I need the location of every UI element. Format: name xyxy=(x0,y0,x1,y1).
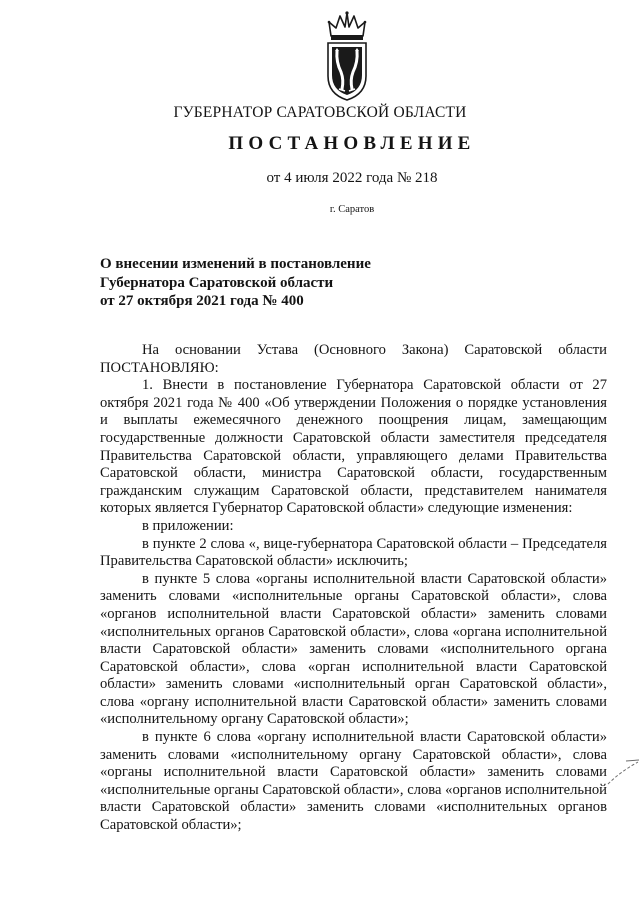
item-1: 1. Внести в постановление Губернатора Саратовской области от 27 октября 2021 года № 400 «Об утверждении Положения о порядке установления и выплаты ежемесячного денежного поощрения лицам, замещающим государственные должности Саратовской области заместителя председателя Правительства Саратовской области, управляющего делами Правительства Саратовской области, министра Саратовской области, государственным гражданским служащим Саратовской области, представителем нанимателя которых является Губернатор Саратовской области» следующие изменения: xyxy=(100,377,607,517)
in-appendix: в приложении: xyxy=(142,517,234,534)
document-date-number: от 4 июля 2022 года № 218 xyxy=(266,170,438,186)
title-line: О внесении изменений в постановление xyxy=(100,256,371,272)
point-2: в пункте 2 слова «, вице-губернатора Саратовской области – Председателя Правительства Саратовской области» исключить; xyxy=(100,535,607,570)
document-title xyxy=(100,255,520,311)
point-6: в пункте 6 слова «органу исполнительной власти Саратовской области» заменить словами «исполнительному органу Саратовской области», слова «органы исполнительной власти Саратовской области» заменить словами «исполнительные органы Саратовской области», слова «органов исполнительной власти Саратовской области» заменить словами «исполнительных органов Саратовской области»; xyxy=(100,729,607,834)
title-line: Губернатора Саратовской области xyxy=(100,274,334,291)
title-line: от 27 октября 2021 года № 400 xyxy=(100,293,304,309)
issuing-authority: ГУБЕРНАТОР САРАТОВСКОЙ ОБЛАСТИ xyxy=(173,104,467,121)
preamble: На основании Устава (Основного Закона) Саратовской области xyxy=(142,342,607,358)
postanovlyayu: ПОСТАНОВЛЯЮ: xyxy=(100,359,219,376)
point-5: в пункте 5 слова «органы исполнительной власти Саратовской области» заменить словами «исполнительные органы Саратовской области», слова «органов исполнительной власти Саратовской области» заменить словами «исполнительных органов Саратовской области», слова «органа исполнительной власти Саратовской области» заменить словами «исполнительного органа Саратовской области», слова «орган исполнительной власти Саратовской области» заменить словами «исполнительный орган Саратовской области», слова «органу исполнительной власти Саратовской области» заменить словами «исполнительному органу Саратовской области»; xyxy=(100,570,607,728)
document-city: г. Саратов xyxy=(329,204,375,215)
saratov-coat-of-arms-icon xyxy=(323,10,371,102)
pen-mark-icon xyxy=(606,758,640,788)
document-body xyxy=(100,342,607,835)
document-type: ПОСТАНОВЛЕНИЕ xyxy=(228,133,476,154)
